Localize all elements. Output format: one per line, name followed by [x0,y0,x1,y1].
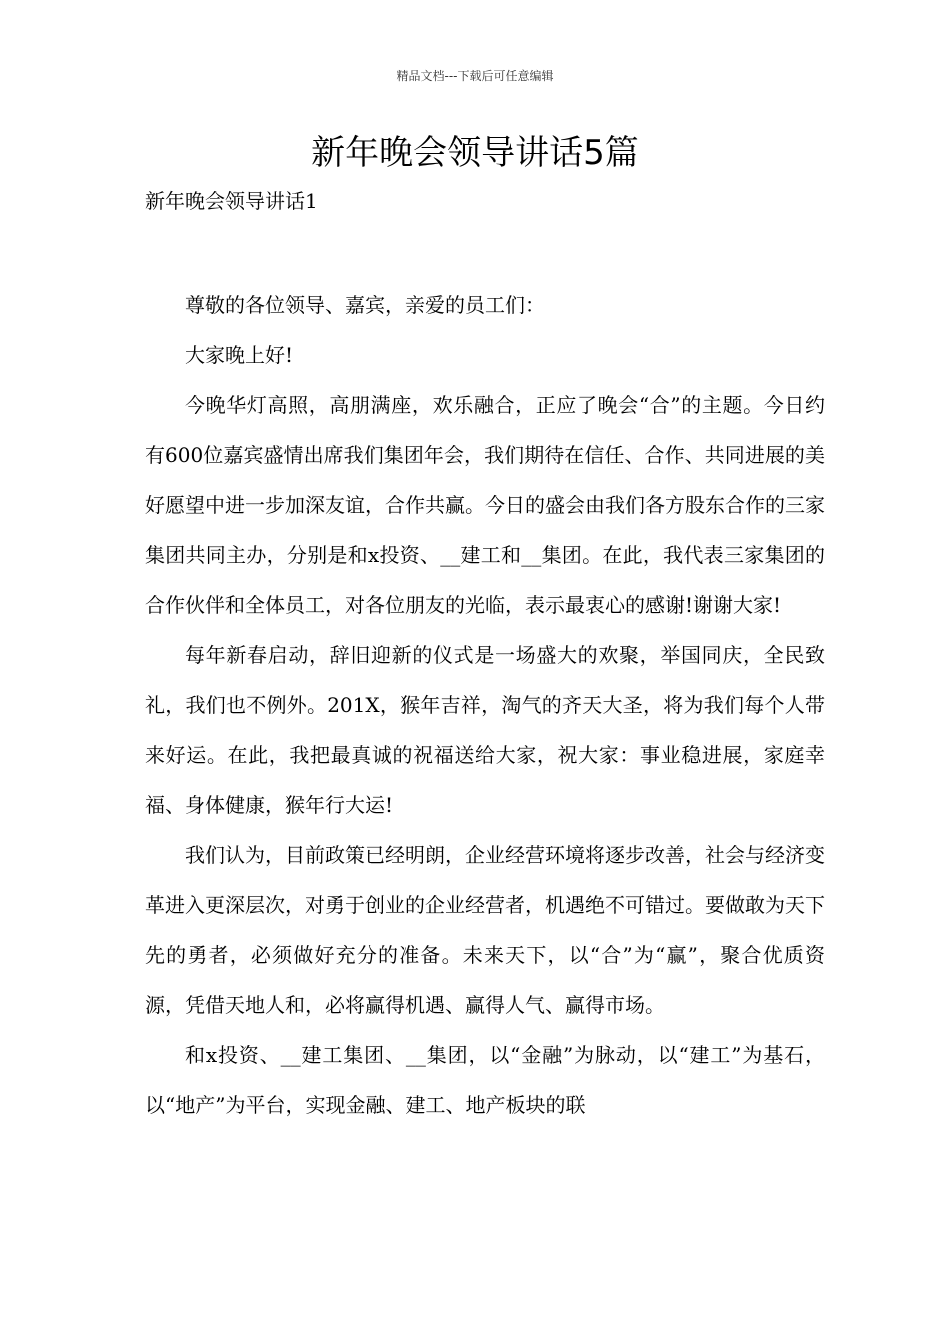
paragraph: 我们认为，目前政策已经明朗，企业经营环境将逐步改善，社会与经济变革进入更深层次，对勇于创业的企业经营者，机遇绝不可错过。要做敢为天下先的勇者，必须做好充分的准备。未来天下，以“合”为“赢”，聚合优质资源，凭借天地人和，必将赢得机遇、赢得人气、赢得市场。 [145,843,825,1017]
document-body [145,280,825,1130]
header-note: 精品文档---下载后可任意编辑 [396,69,554,83]
paragraph: 尊敬的各位领导、嘉宾，亲爱的员工们： [185,293,545,317]
document-subtitle: 新年晚会领导讲话1 [145,189,318,213]
document-title: 新年晚会领导讲话5篇 [311,133,639,173]
paragraph: 今晚华灯高照，高朋满座，欢乐融合，正应了晚会“合”的主题。今日约有600位嘉宾盛情出席我们集团年会，我们期待在信任、合作、共同进展的美好愿望中进一步加深友谊，合作共赢。今日的盛会由我们各方股东合作的三家集团共同主办，分别是和x投资、__建工和__集团。在此，我代表三家集团的合作伙伴和全体员工，对各位朋友的光临，表示最衷心的感谢!谢谢大家! [145,393,825,617]
paragraph: 和x投资、__建工集团、__集团，以“金融”为脉动，以“建工”为基石，以“地产”为平台，实现金融、建工、地产板块的联 [145,1043,825,1117]
paragraph: 每年新春启动，辞旧迎新的仪式是一场盛大的欢聚，举国同庆，全民致礼，我们也不例外。201X，猴年吉祥，淘气的齐天大圣，将为我们每个人带来好运。在此，我把最真诚的祝福送给大家，祝大家：事业稳进展，家庭幸福、身体健康，猴年行大运! [145,643,825,817]
paragraph: 大家晚上好! [185,343,294,367]
